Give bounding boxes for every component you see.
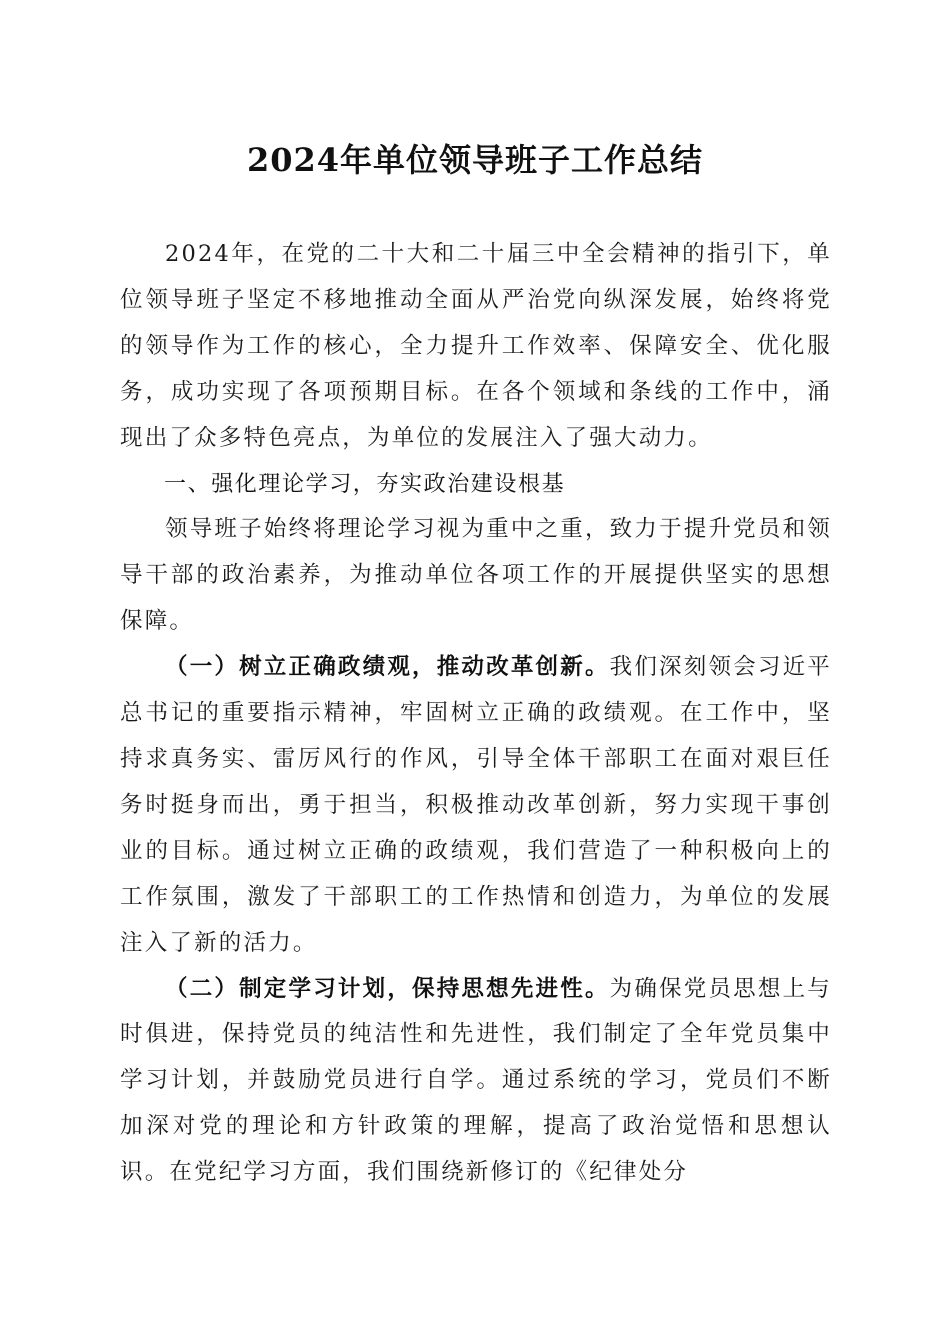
document-title: 2024年单位领导班子工作总结: [246, 141, 704, 179]
subsection-1-paragraph: [120, 645, 832, 966]
section-1-heading: 一、强化理论学习，夯实政治建设根基: [164, 471, 566, 497]
section-1-intro-paragraph: 领导班子始终将理论学习视为重中之重，致力于提升党员和领导干部的政治素养，为推动单位各项工作的开展提供坚实的思想保障。: [120, 516, 832, 635]
intro-paragraph: 2024年，在党的二十大和二十届三中全会精神的指引下，单位领导班子坚定不移地推动全面从严治党向纵深发展，始终将党的领导作为工作的核心，全力提升工作效率、保障安全、优化服务，成功实现了各项预期目标。在各个领域和条线的工作中，涌现出了众多特色亮点，为单位的发展注入了强大动力。: [120, 241, 832, 451]
subsection-1-lead: （一）树立正确政绩观，推动改革创新。: [165, 654, 610, 681]
subsection-1-text: 我们深刻领会习近平总书记的重要指示精神，牢固树立正确的政绩观。在工作中，坚持求真务实、雷厉风行的作风，引导全体干部职工在面对艰巨任务时挺身而出，勇于担当，积极推动改革创新，努力实现干事创业的目标。通过树立正确的政绩观，我们营造了一种积极向上的工作氛围，激发了干部职工的工作热情和创造力，为单位的发展注入了新的活力。: [120, 654, 832, 956]
subsection-2-paragraph: [120, 967, 832, 1197]
subsection-2-text: 为确保党员思想上与时俱进，保持党员的纯洁性和先进性，我们制定了全年党员集中学习计划，并鼓励党员进行自学。通过系统的学习，党员们不断加深对党的理论和方针政策的理解，提高了政治觉悟和思想认识。在党纪学习方面，我们围绕新修订的《纪律处分: [120, 975, 832, 1186]
document-body: [120, 232, 832, 1196]
subsection-2-lead: （二）制定学习计划，保持思想先进性。: [165, 975, 610, 1002]
